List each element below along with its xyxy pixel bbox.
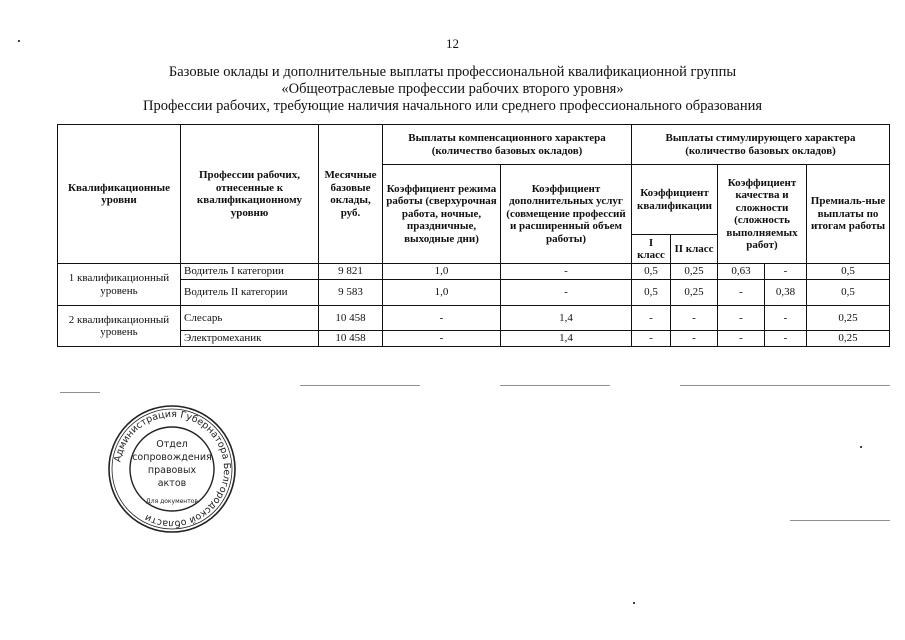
additional-cell: 1,4 (501, 331, 632, 347)
work-mode-cell: 1,0 (383, 280, 501, 306)
class1-cell: - (632, 306, 671, 331)
salary-cell: 9 821 (319, 264, 383, 280)
work-mode-cell: - (383, 306, 501, 331)
title-line-1: Базовые оклады и дополнительные выплаты профессиональной квалификационной группы (168, 64, 737, 80)
title-line-3: Профессии рабочих, требующие наличия начального или среднего профессионального образования (142, 98, 763, 114)
header-class-1: I класс (632, 235, 671, 264)
table-row (58, 280, 890, 306)
table-row (58, 331, 890, 347)
class1-cell: - (632, 331, 671, 347)
quality-b-cell: - (765, 306, 807, 331)
quality-b-cell: - (765, 331, 807, 347)
stamp-bottom-text: Для документов (146, 498, 198, 505)
profession-cell: Слесарь (181, 306, 319, 331)
header-class-2: II класс (671, 235, 718, 264)
scan-line (300, 385, 420, 386)
header-bonus: Премиаль-ные выплаты по итогам работы (807, 165, 890, 264)
profession-cell: Водитель I категории (181, 264, 319, 280)
bonus-cell: 0,5 (807, 280, 890, 306)
header-salary: Месячные базовые оклады, руб. (319, 125, 383, 264)
quality-b-cell: 0,38 (765, 280, 807, 306)
header-professions: Профессии рабочих, отнесенные к квалификационному уровню (181, 125, 319, 264)
stamp-ring-text: Администрация Губернатора Белгородской области (112, 408, 233, 530)
scan-line (500, 385, 610, 386)
stamp-line-2: сопровождения (132, 452, 212, 463)
stamp-line-1: Отдел (156, 439, 188, 450)
table-row (58, 306, 890, 331)
bonus-cell: 0,5 (807, 264, 890, 280)
quality-a-cell: - (718, 280, 765, 306)
title-line-2: «Общеотраслевые профессии рабочих второго уровня» (281, 81, 624, 97)
profession-cell: Водитель II категории (181, 280, 319, 306)
bonus-cell: 0,25 (807, 331, 890, 347)
additional-cell: 1,4 (501, 306, 632, 331)
header-work-mode: Коэффициент режима работы (сверхурочная работа, ночные, праздничные, выходные дни) (383, 165, 501, 264)
table-row (58, 264, 890, 280)
scan-line (680, 385, 890, 386)
quality-a-cell: 0,63 (718, 264, 765, 280)
stamp-line-3: правовых (147, 465, 197, 476)
header-stimulating: Выплаты стимулирующего характера (количество базовых окладов) (632, 125, 890, 165)
official-stamp (106, 403, 238, 535)
document-title (0, 64, 905, 115)
class2-cell: 0,25 (671, 264, 718, 280)
additional-cell: - (501, 264, 632, 280)
salary-cell: 9 583 (319, 280, 383, 306)
class2-cell: - (671, 306, 718, 331)
level-cell: 2 квалификационный уровень (58, 306, 181, 347)
page-number: 12 (446, 36, 459, 51)
class2-cell: 0,25 (671, 280, 718, 306)
class2-cell: - (671, 331, 718, 347)
scan-line (60, 392, 100, 393)
work-mode-cell: 1,0 (383, 264, 501, 280)
header-qualification: Коэффициент квалификации (632, 165, 718, 235)
work-mode-cell: - (383, 331, 501, 347)
scan-dot (633, 602, 635, 604)
scan-dot (860, 446, 862, 448)
quality-a-cell: - (718, 331, 765, 347)
header-compensation: Выплаты компенсационного характера (количество базовых окладов) (383, 125, 632, 165)
quality-a-cell: - (718, 306, 765, 331)
header-levels: Квалификационные уровни (58, 125, 181, 264)
stamp-line-4: актов (157, 478, 187, 489)
additional-cell: - (501, 280, 632, 306)
class1-cell: 0,5 (632, 280, 671, 306)
quality-b-cell: - (765, 264, 807, 280)
salary-cell: 10 458 (319, 331, 383, 347)
header-quality: Коэффициент качества и сложности (сложность выполняемых работ) (718, 165, 807, 264)
bonus-cell: 0,25 (807, 306, 890, 331)
profession-cell: Электромеханик (181, 331, 319, 347)
scan-dot (18, 40, 20, 42)
class1-cell: 0,5 (632, 264, 671, 280)
salary-cell: 10 458 (319, 306, 383, 331)
salary-table (57, 124, 890, 347)
header-additional-services: Коэффициент дополнительных услуг (совмещение профессий и расширенный объем работы) (501, 165, 632, 264)
scan-line (790, 520, 890, 521)
level-cell: 1 квалификационный уровень (58, 264, 181, 306)
